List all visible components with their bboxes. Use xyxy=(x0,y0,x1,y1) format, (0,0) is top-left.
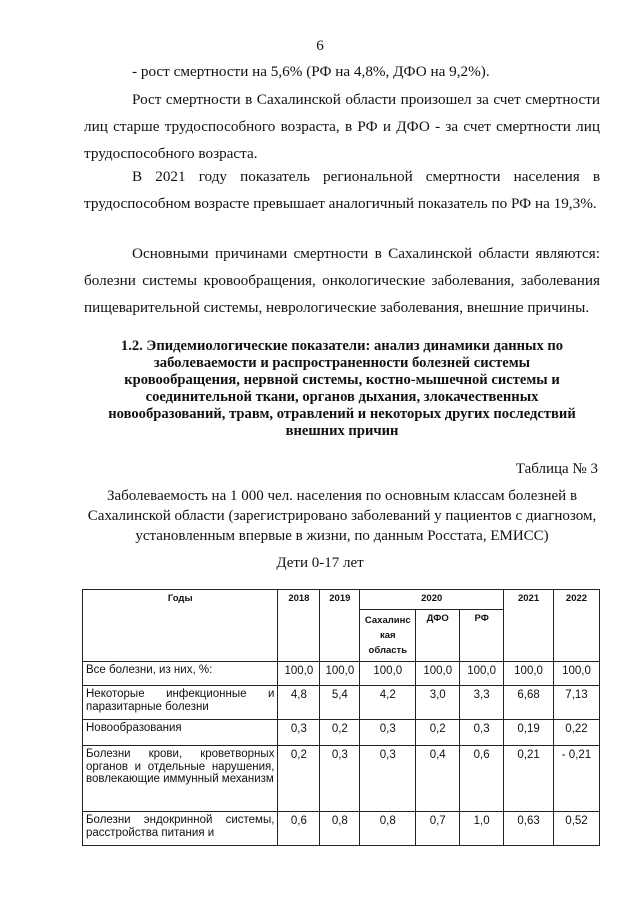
cell-2021: 100,0 xyxy=(504,662,554,686)
cell-2021: 0,21 xyxy=(504,746,554,812)
paragraph-working-age-2021: В 2021 году показатель региональной смертности населения в трудоспособном возрасте превышает аналогичный показатель по РФ на 19,3%. xyxy=(84,168,600,212)
cell-dfo: 0,7 xyxy=(416,812,460,846)
cell-2022: 0,22 xyxy=(554,720,600,746)
table-caption: Заболеваемость на 1 000 чел. населения по основным классам болезней в Сахалинской области (зарегистрировано заболеваний у пациентов с диагнозом, установленным впервые в жизни, по данным Росстата, ЕМИСС) xyxy=(87,488,597,544)
cell-2022: 0,52 xyxy=(554,812,600,846)
paragraph-mortality-reason: Рост смертности в Сахалинской области произошел за счет смертности лиц старше трудоспособного возраста, в РФ и ДФО - за счет смертности лиц трудоспособного возраста. xyxy=(84,91,600,162)
cell-2021: 6,68 xyxy=(504,686,554,720)
cell-2022: 7,13 xyxy=(554,686,600,720)
cell-2019: 100,0 xyxy=(320,662,360,686)
header-rf: РФ xyxy=(460,610,504,662)
cell-2019: 0,3 xyxy=(320,746,360,812)
cell-2018: 0,2 xyxy=(278,746,320,812)
cell-2019: 0,8 xyxy=(320,812,360,846)
table-header-row xyxy=(83,590,600,610)
cell-rf: 1,0 xyxy=(460,812,504,846)
cell-2019: 5,4 xyxy=(320,686,360,720)
cell-rf: 0,6 xyxy=(460,746,504,812)
header-2018: 2018 xyxy=(278,590,320,662)
cell-2018: 4,8 xyxy=(278,686,320,720)
cell-sakhalin: 0,3 xyxy=(360,720,416,746)
cell-rf: 100,0 xyxy=(460,662,504,686)
cell-2021: 0,19 xyxy=(504,720,554,746)
cell-2019: 0,2 xyxy=(320,720,360,746)
table-row xyxy=(83,662,600,686)
cell-dfo: 0,2 xyxy=(416,720,460,746)
cell-sakhalin: 100,0 xyxy=(360,662,416,686)
header-2019: 2019 xyxy=(320,590,360,662)
morbidity-table xyxy=(82,589,600,846)
header-2020: 2020 xyxy=(360,590,504,610)
page-number: 6 xyxy=(316,38,324,54)
cell-dfo: 100,0 xyxy=(416,662,460,686)
table-row xyxy=(83,720,600,746)
header-dfo: ДФО xyxy=(416,610,460,662)
table-row xyxy=(83,812,600,846)
header-years: Годы xyxy=(83,590,278,662)
cell-sakhalin: 0,3 xyxy=(360,746,416,812)
cell-dfo: 3,0 xyxy=(416,686,460,720)
cell-rf: 3,3 xyxy=(460,686,504,720)
cell-2018: 0,6 xyxy=(278,812,320,846)
cell-2022: - 0,21 xyxy=(554,746,600,812)
row-name: Болезни эндокринной системы, расстройства питания и xyxy=(83,812,278,846)
table-subtitle: Дети 0-17 лет xyxy=(276,555,364,571)
row-name: Некоторые инфекционные и паразитарные болезни xyxy=(83,686,278,720)
header-2022: 2022 xyxy=(554,590,600,662)
table-number: Таблица № 3 xyxy=(515,461,598,477)
cell-sakhalin: 0,8 xyxy=(360,812,416,846)
cell-2018: 100,0 xyxy=(278,662,320,686)
paragraph-main-causes: Основными причинами смертности в Сахалинской области являются: болезни системы кровообращения, онкологические заболевания, заболевания пищеварительной системы, неврологические заболевания, внешние причины. xyxy=(84,245,600,316)
row-name: Новообразования xyxy=(83,720,278,746)
table-row xyxy=(83,746,600,812)
header-sakhalin: Сахалинс кая область xyxy=(360,610,416,662)
table-row xyxy=(83,686,600,720)
cell-2018: 0,3 xyxy=(278,720,320,746)
cell-rf: 0,3 xyxy=(460,720,504,746)
cell-2022: 100,0 xyxy=(554,662,600,686)
cell-2021: 0,63 xyxy=(504,812,554,846)
cell-sakhalin: 4,2 xyxy=(360,686,416,720)
paragraph-mortality-growth: - рост смертности на 5,6% (РФ на 4,8%, ДФО на 9,2%). xyxy=(132,63,490,80)
header-2021: 2021 xyxy=(504,590,554,662)
section-title: 1.2. Эпидемиологические показатели: анализ динамики данных по заболеваемости и распространенности болезней системы кровообращения, нервной системы, костно-мышечной системы и соединительной ткани, органов дыхания, злокачественных новообразований, травм, отравлений и некоторых других последствий внешних причин xyxy=(108,338,576,439)
cell-dfo: 0,4 xyxy=(416,746,460,812)
row-name: Все болезни, из них, %: xyxy=(83,662,278,686)
row-name: Болезни крови, кроветворных органов и отдельные нарушения, вовлекающие иммунный механизм xyxy=(83,746,278,812)
